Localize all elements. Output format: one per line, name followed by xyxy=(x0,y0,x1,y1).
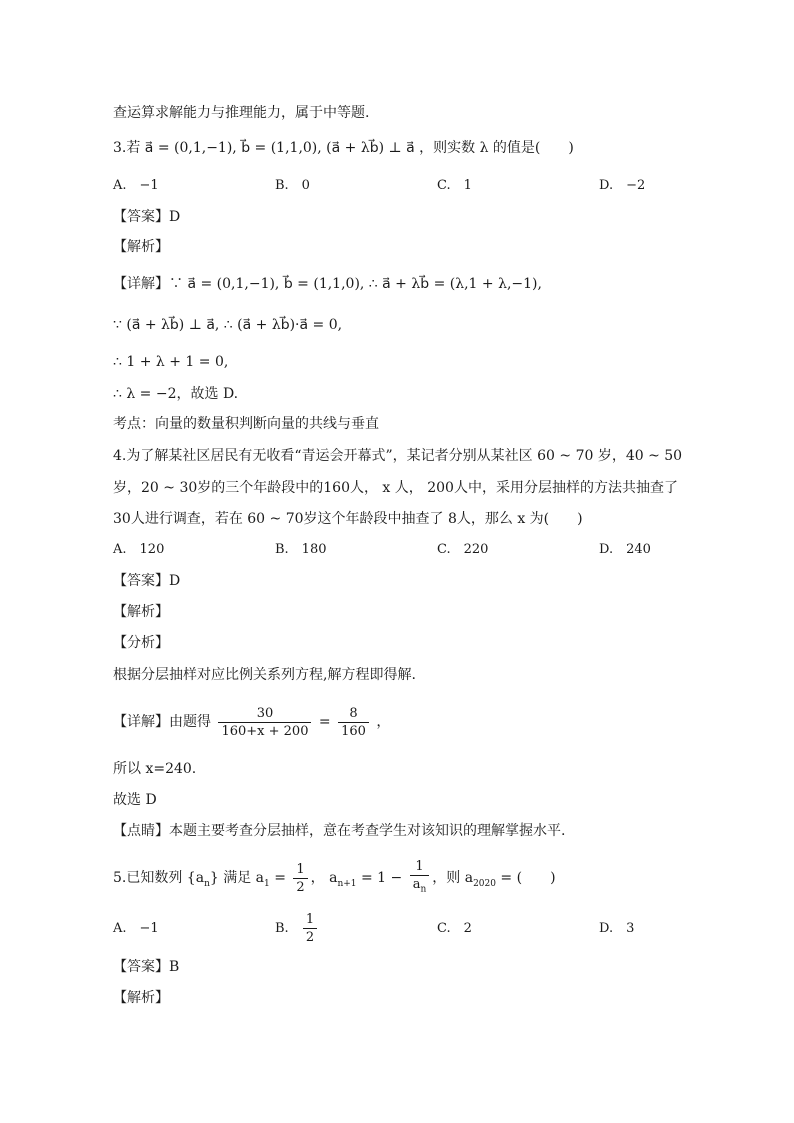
q5-sub-n1: n+1 xyxy=(337,878,357,889)
q5-option-b-fraction xyxy=(303,912,317,945)
q3-detail-line-2: ∵ (a⃗ + λb⃗) ⊥ a⃗, ∴ (a⃗ + λb⃗)·a⃗ = 0, xyxy=(113,317,343,333)
q5-sub-n: n xyxy=(204,878,210,889)
q5-stem-mid-3: = 1 − xyxy=(356,870,403,886)
q3-option-a: A. −1 xyxy=(113,178,159,193)
q5-fraction-recurrence-den-sub: n xyxy=(420,884,427,895)
q4-stem-line-3: 30人进行调查，若在 60 ~ 70岁这个年龄段中抽查了 8人，那么 x 为( ) xyxy=(113,511,583,527)
q5-stem xyxy=(113,858,556,904)
q4-fraction-left-denominator: 160+x + 200 xyxy=(221,723,309,739)
q3-option-c: C. 1 xyxy=(437,178,472,193)
q3-stem: 3.若 a⃗ = (0,1,−1), b⃗ = (1,1,0), (a⃗ + λb⃗) ⊥ a⃗ ，则实数 λ 的值是( ) xyxy=(113,140,574,156)
q4-option-c: C. 220 xyxy=(437,542,489,557)
q4-equals-sign: = xyxy=(318,714,331,730)
q5-option-a: A. −1 xyxy=(113,921,159,936)
q3-option-b: B. 0 xyxy=(275,178,310,193)
q4-fraction-right xyxy=(338,706,369,739)
q3-note: 考点：向量的数量积判断向量的共线与垂直 xyxy=(113,416,379,432)
q3-option-d: D. −2 xyxy=(599,178,646,193)
q4-fraction-right-numerator: 8 xyxy=(338,706,369,723)
q5-option-b-numerator: 1 xyxy=(303,912,317,929)
q4-detail-equation xyxy=(113,702,390,742)
q4-fraction-right-denominator: 160 xyxy=(341,723,366,739)
q5-stem-mid-1: } 满足 a xyxy=(209,870,265,886)
q4-fenxi-label: 【分析】 xyxy=(113,635,169,651)
q4-dianjing: 【点睛】本题主要考查分层抽样，意在考查学生对该知识的理解掌握水平. xyxy=(113,823,566,839)
q3-detail-line-3: ∴ 1 + λ + 1 = 0, xyxy=(113,354,229,370)
q4-result: 所以 x=240. xyxy=(113,761,197,777)
q5-fraction-half-numerator: 1 xyxy=(293,862,307,879)
q5-stem-mid-4: ，则 a xyxy=(432,870,474,886)
q5-stem-eq: = xyxy=(269,870,291,886)
q4-stem-line-2: 岁，20 ~ 30岁的三个年龄段中的160人， x 人， 200人中，采用分层抽样的方法共抽查了 xyxy=(113,480,678,496)
q4-option-b: B. 180 xyxy=(275,542,327,557)
q5-sub-2020: 2020 xyxy=(473,878,496,889)
q5-option-b-label: B. xyxy=(275,921,289,936)
q5-analysis-label: 【解析】 xyxy=(113,990,169,1006)
q5-stem-end: = ( ) xyxy=(495,870,556,886)
intro-text: 查运算求解能力与推理能力，属于中等题. xyxy=(113,105,370,121)
q5-sub-1: 1 xyxy=(264,878,270,889)
q5-answer: 【答案】B xyxy=(113,959,180,975)
q3-analysis-label: 【解析】 xyxy=(113,239,169,255)
q5-fraction-recurrence xyxy=(410,859,430,898)
q4-stem-line-1: 4.为了解某社区居民有无收看“青运会开幕式”，某记者分别从某社区 60 ~ 70 岁，40 ~ 50 xyxy=(113,448,683,464)
q5-stem-prefix: 5.已知数列 {a xyxy=(113,870,205,886)
q5-fraction-half-denominator: 2 xyxy=(296,879,305,895)
q5-fraction-half xyxy=(293,862,307,895)
q4-fraction-left xyxy=(218,706,311,739)
q5-option-b-denominator: 2 xyxy=(305,930,315,945)
q5-fraction-recurrence-den-a: a xyxy=(412,876,421,892)
q4-analysis-label: 【解析】 xyxy=(113,604,169,620)
q4-option-a: A. 120 xyxy=(113,542,165,557)
q4-fenxi-text: 根据分层抽样对应比例关系列方程,解方程即得解. xyxy=(113,667,416,683)
q3-detail-line-1: 【详解】∵ a⃗ = (0,1,−1), b⃗ = (1,1,0), ∴ a⃗ + λb⃗ = (λ,1 + λ,−1), xyxy=(113,276,542,292)
q5-stem-mid-2: ， a xyxy=(310,870,338,886)
q4-option-d: D. 240 xyxy=(599,542,651,557)
q4-choose: 故选 D xyxy=(113,792,157,808)
q5-fraction-recurrence-denominator xyxy=(410,876,430,898)
q4-equation-comma: ， xyxy=(376,714,391,730)
q4-fraction-left-numerator: 30 xyxy=(218,706,311,723)
q5-option-b xyxy=(275,909,320,949)
q5-fraction-recurrence-numerator: 1 xyxy=(410,859,430,876)
q3-answer: 【答案】D xyxy=(113,209,181,225)
q5-option-d: D. 3 xyxy=(599,921,635,936)
q5-option-c: C. 2 xyxy=(437,921,472,936)
q3-detail-line-4: ∴ λ = −2，故选 D. xyxy=(113,386,239,402)
q4-answer: 【答案】D xyxy=(113,573,181,589)
q4-detail-label: 【详解】由题得 xyxy=(113,714,211,730)
